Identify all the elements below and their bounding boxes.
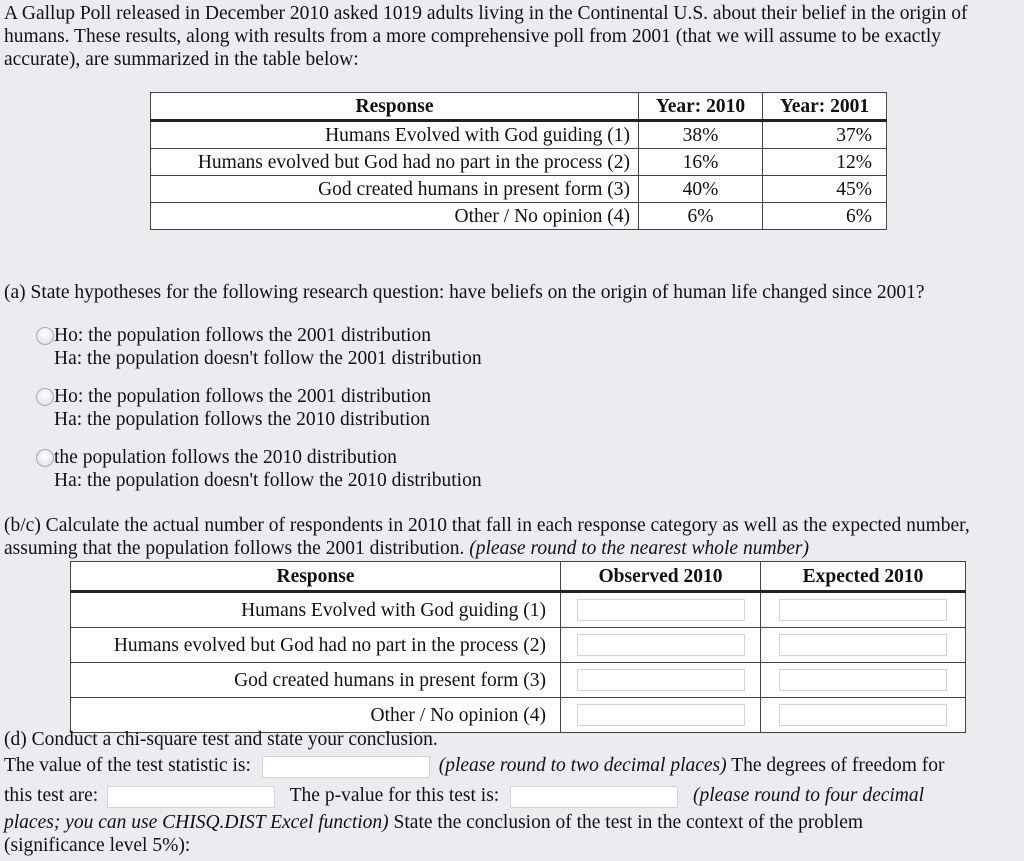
response-cell: God created humans in present form (3) bbox=[151, 176, 639, 203]
test-statistic-label: The value of the test statistic is: bbox=[4, 755, 251, 776]
part-bc-instruction: (b/c) Calculate the actual number of respondents in 2010 that fall in each response category as well as the expected number, assuming that the population follows the 2001 distribution. bbox=[4, 515, 970, 559]
df-label-start: The degrees of freedom for bbox=[731, 755, 945, 776]
table-header-row bbox=[71, 562, 966, 592]
observed-input-3[interactable] bbox=[577, 669, 745, 691]
hypothesis-option-3[interactable] bbox=[36, 446, 482, 492]
table-row bbox=[151, 149, 887, 176]
part-bc-text bbox=[4, 514, 1004, 560]
option-line-1: the population follows the 2010 distribution bbox=[54, 447, 397, 468]
response-cell: God created humans in present form (3) bbox=[71, 663, 561, 698]
value-2010: 40% bbox=[639, 176, 763, 203]
p-value-input[interactable] bbox=[510, 786, 678, 808]
value-2001: 37% bbox=[763, 121, 887, 149]
response-cell: Humans evolved but God had no part in the process (2) bbox=[151, 149, 639, 176]
degrees-of-freedom-input[interactable] bbox=[107, 786, 275, 808]
part-a-question: (a) State hypotheses for the following research question: have beliefs on the origin of human life changed since 2001? bbox=[4, 282, 925, 303]
option-line-2: Ha: the population doesn't follow the 2001 distribution bbox=[54, 348, 482, 369]
table-row bbox=[151, 176, 887, 203]
df-label-end: this test are: bbox=[4, 785, 99, 806]
significance-level: (significance level 5%): bbox=[4, 835, 191, 856]
observed-input-2[interactable] bbox=[577, 634, 745, 656]
hypothesis-option-1[interactable] bbox=[36, 324, 482, 370]
expected-input-4[interactable] bbox=[779, 704, 947, 726]
header-year-2010: Year: 2010 bbox=[639, 93, 763, 121]
table-row bbox=[151, 121, 887, 149]
option-line-1: Ho: the population follows the 2001 distribution bbox=[54, 325, 431, 346]
table-row bbox=[71, 628, 966, 663]
observed-expected-table bbox=[70, 561, 966, 733]
intro-text: A Gallup Poll released in December 2010 asked 1019 adults living in the Continental U.S. about their belief in the origin of humans. These results, along with results from a more comprehensive poll from 2001 (that we will assume to be exactly accurate), are summarized in the table below: bbox=[4, 3, 968, 70]
value-2010: 6% bbox=[639, 203, 763, 230]
response-cell: Humans Evolved with God guiding (1) bbox=[151, 121, 639, 149]
observed-input-1[interactable] bbox=[577, 599, 745, 621]
p-value-label: The p-value for this test is: bbox=[289, 785, 500, 806]
value-2001: 45% bbox=[763, 176, 887, 203]
radio-button[interactable] bbox=[36, 327, 54, 345]
test-statistic-note: (please round to two decimal places) bbox=[438, 755, 727, 776]
value-2001: 6% bbox=[763, 203, 887, 230]
response-cell: Other / No opinion (4) bbox=[151, 203, 639, 230]
response-cell: Humans Evolved with God guiding (1) bbox=[71, 592, 561, 628]
p-value-note-start: (please round to four decimal bbox=[692, 785, 925, 806]
table-row bbox=[71, 592, 966, 628]
table-row bbox=[151, 203, 887, 230]
value-2010: 16% bbox=[639, 149, 763, 176]
radio-button[interactable] bbox=[36, 388, 54, 406]
hypothesis-option-2[interactable] bbox=[36, 385, 431, 431]
value-2010: 38% bbox=[639, 121, 763, 149]
observed-input-4[interactable] bbox=[577, 704, 745, 726]
part-d-heading: (d) Conduct a chi-square test and state your conclusion. bbox=[4, 729, 438, 750]
p-value-note-end: places; you can use CHISQ.DIST Excel function) bbox=[4, 812, 389, 833]
expected-input-1[interactable] bbox=[779, 599, 947, 621]
header-expected: Expected 2010 bbox=[761, 562, 966, 592]
conclusion-instruction: State the conclusion of the test in the context of the problem bbox=[393, 812, 864, 833]
test-statistic-input[interactable] bbox=[262, 756, 430, 778]
expected-input-2[interactable] bbox=[779, 634, 947, 656]
option-line-2: Ha: the population doesn't follow the 2010 distribution bbox=[54, 470, 482, 491]
option-line-2: Ha: the population follows the 2010 distribution bbox=[54, 409, 430, 430]
response-cell: Other / No opinion (4) bbox=[71, 698, 561, 733]
response-cell: Humans evolved but God had no part in the process (2) bbox=[71, 628, 561, 663]
header-response: Response bbox=[151, 93, 639, 121]
table-row bbox=[71, 663, 966, 698]
conclusion-text bbox=[4, 811, 1004, 857]
expected-input-3[interactable] bbox=[779, 669, 947, 691]
header-response: Response bbox=[71, 562, 561, 592]
test-statistic-line bbox=[4, 754, 944, 778]
part-bc-note: (please round to the nearest whole number) bbox=[469, 538, 810, 559]
header-observed: Observed 2010 bbox=[561, 562, 761, 592]
option-line-1: Ho: the population follows the 2001 distribution bbox=[54, 386, 431, 407]
radio-button[interactable] bbox=[36, 449, 54, 467]
df-pvalue-line bbox=[4, 784, 924, 808]
poll-results-table bbox=[150, 92, 887, 230]
table-header-row bbox=[151, 93, 887, 121]
value-2001: 12% bbox=[763, 149, 887, 176]
header-year-2001: Year: 2001 bbox=[763, 93, 887, 121]
